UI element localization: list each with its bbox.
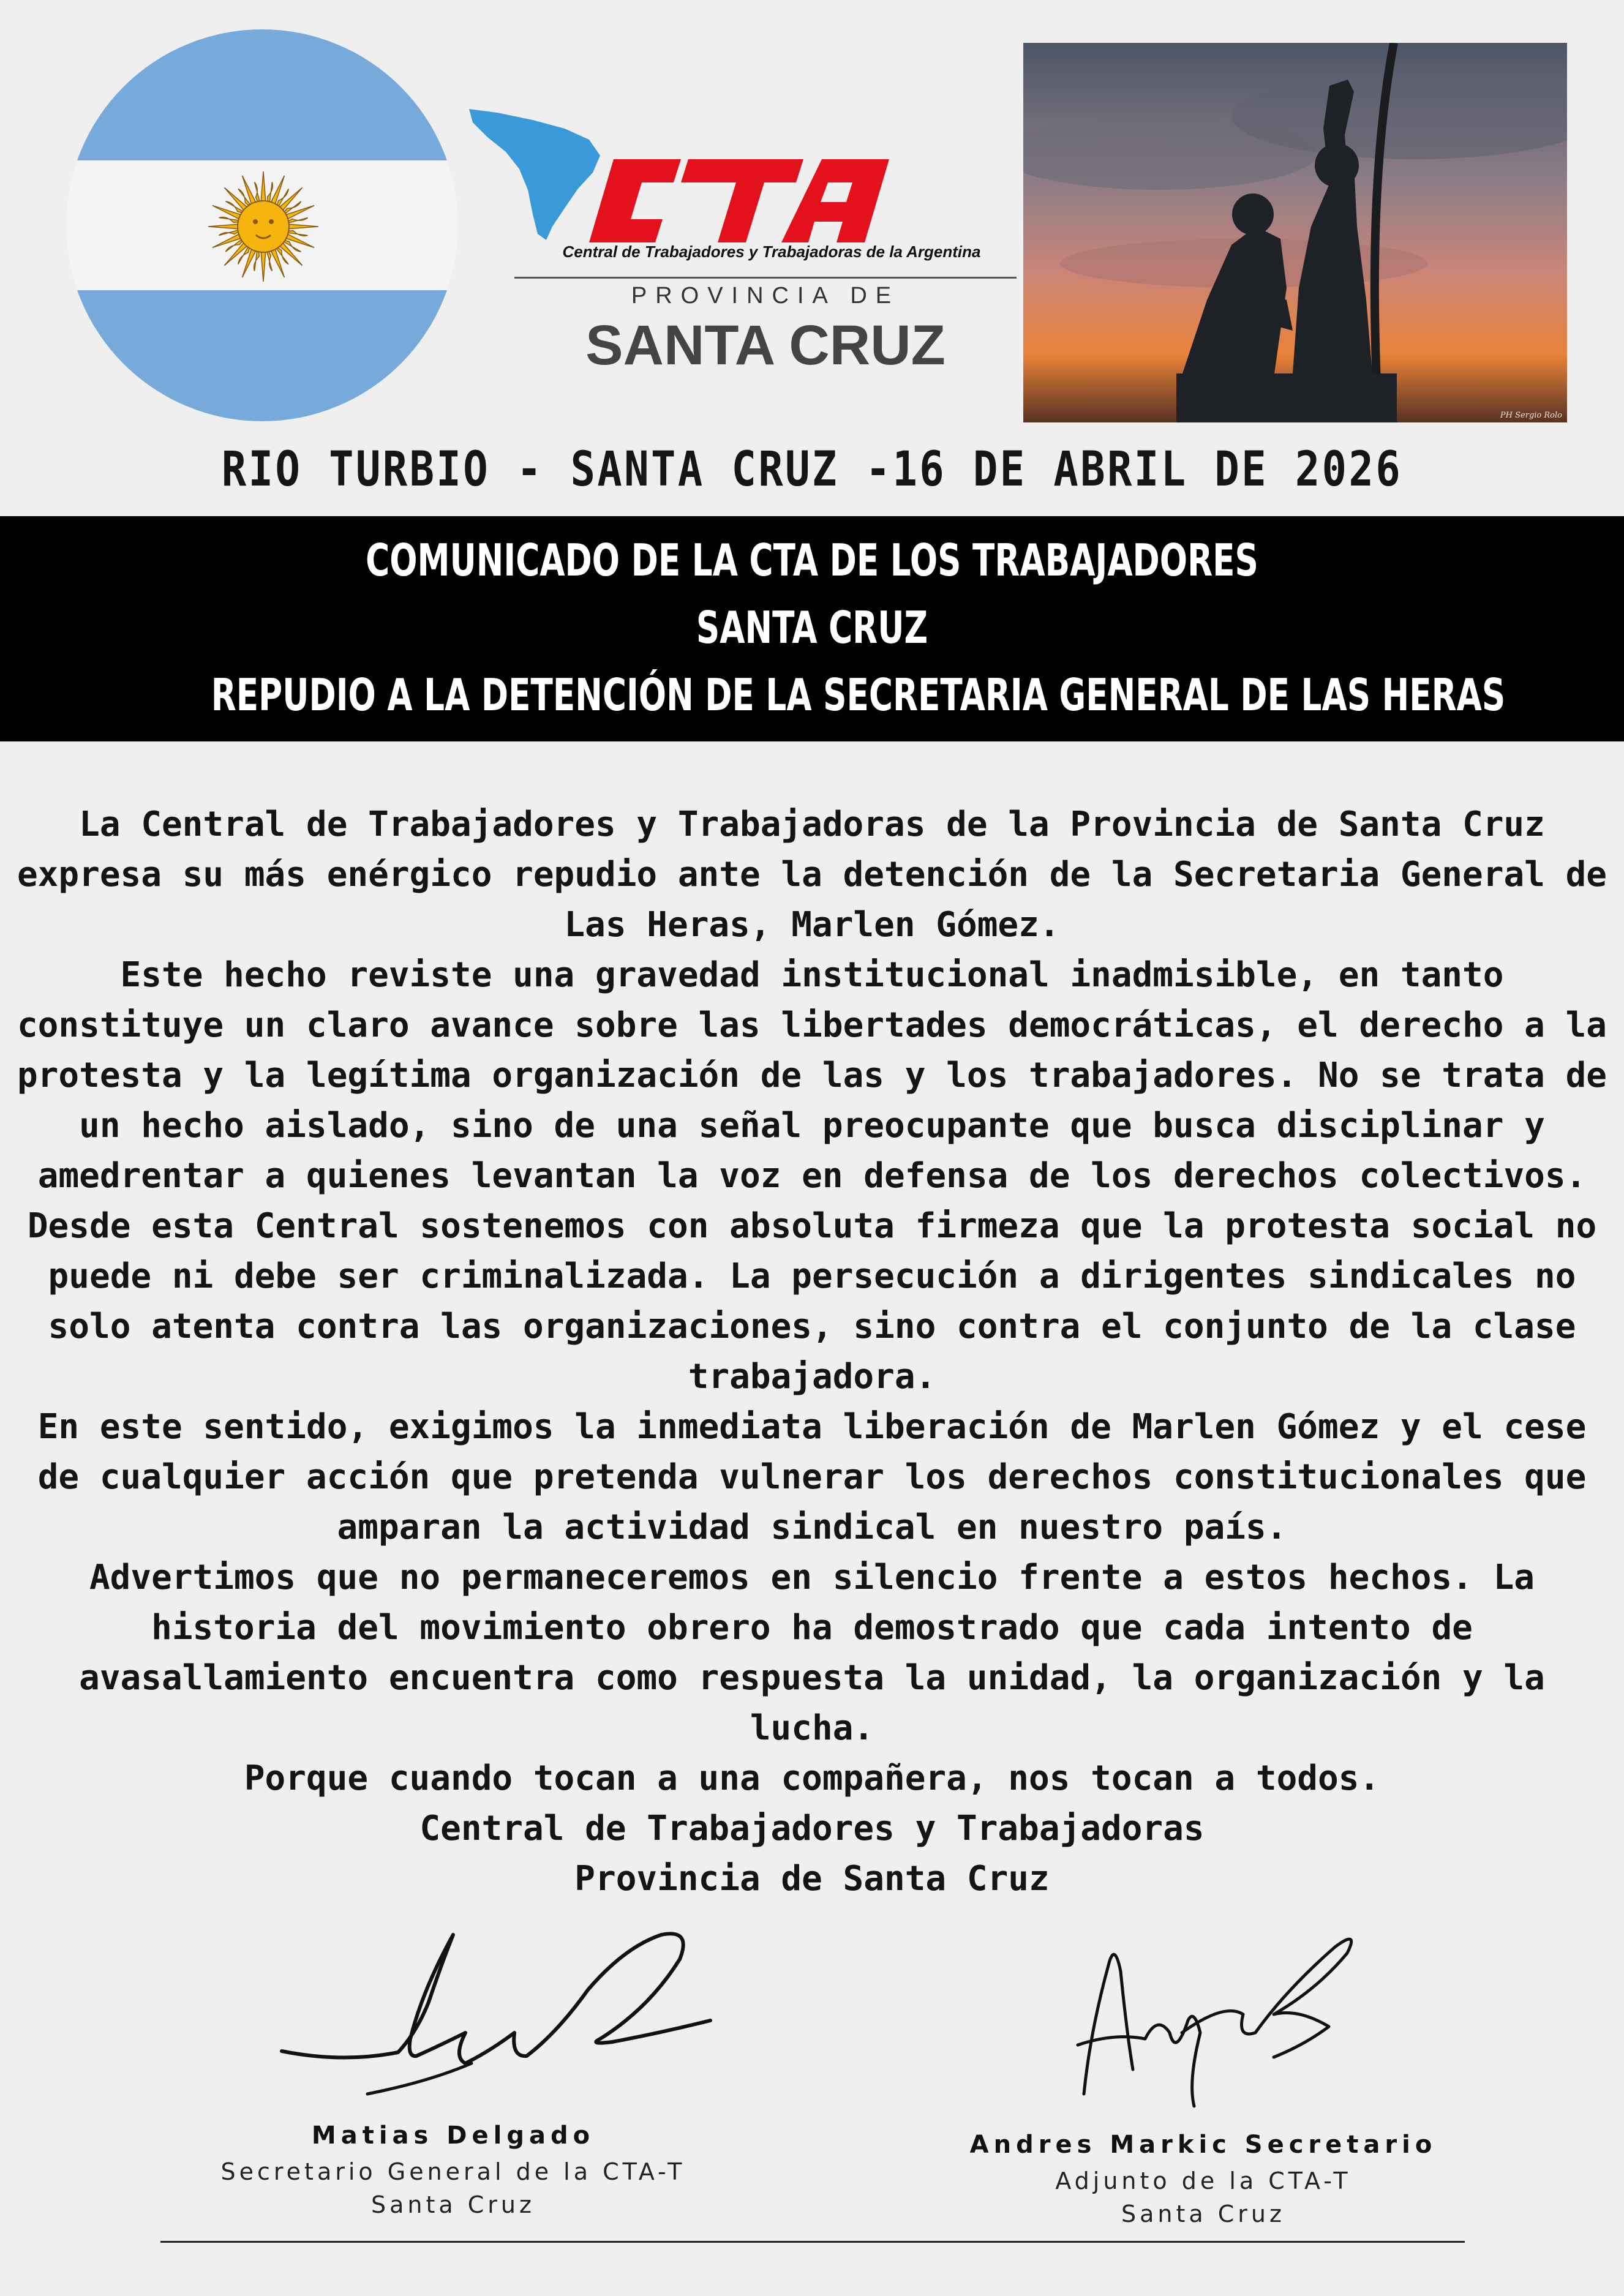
banner-title-line-1: COMUNICADO DE LA CTA DE LOS TRABAJADORES: [366, 535, 1258, 586]
logo-province-name: SANTA CRUZ: [585, 314, 945, 377]
signatory-1: [147, 2122, 759, 2218]
logo-tagline: Central de Trabajadores y Trabajadoras de la Argentina: [562, 242, 981, 261]
paragraph-1: La Central de Trabajadores y Trabajadoras de la Provincia de Santa Cruz expresa su más enérgico repudio ante la detención de la Secretaria General de Las Heras, Marlen Gómez.: [17, 805, 1607, 945]
miners-monument-photo: [1023, 43, 1567, 422]
sun-of-may-icon: [66, 29, 458, 421]
logo-divider: [514, 277, 1017, 279]
date-location-line: RIO TURBIO - SANTA CRUZ -16 DE ABRIL DE 2026: [221, 442, 1403, 497]
logo-province-prefix: PROVINCIA DE: [631, 283, 900, 309]
signatory-2-role: Adjunto de la CTA-T: [1055, 2167, 1351, 2194]
signatory-1-role: Secretario General de la CTA-T: [220, 2158, 686, 2185]
argentina-flag-icon: [66, 29, 458, 421]
bottom-divider: [160, 2241, 1465, 2243]
signatory-2: [891, 2131, 1516, 2227]
paragraph-6: Porque cuando tocan a una compañera, nos tocan a todos.: [244, 1758, 1380, 1798]
signature-andres-markic: [1041, 1910, 1366, 2118]
paragraph-5: Advertimos que no permaneceremos en silencio frente a estos hechos. La historia del movimiento obrero ha demostrado que cada intento de avasallamiento encuentra como respuesta la unidad, la organización y la lucha.: [79, 1558, 1545, 1748]
paragraph-3: Desde esta Central sostenemos con absoluta firmeza que la protesta social no puede ni debe ser criminalizada. La persecución a dirigentes sindicales no solo atenta contra las organizaciones, sino contra el conjunto de la clase trabajadora.: [27, 1206, 1597, 1397]
svg-text:PH Sergio Rolo: PH Sergio Rolo: [1500, 411, 1562, 420]
statement-body: [12, 800, 1612, 1904]
paragraph-4: En este sentido, exigimos la inmediata liberación de Marlen Gómez y el cese de cualquier acción que pretenda vulnerar los derechos constitucionales que amparan la actividad sindical en nuestro país.: [37, 1407, 1587, 1547]
closing-line-2: Provincia de Santa Cruz: [574, 1859, 1050, 1899]
signature-matias-delgado: [269, 1910, 723, 2112]
closing-line-1: Central de Trabajadores y Trabajadoras: [419, 1809, 1205, 1848]
cta-c-letter: [589, 159, 681, 242]
signatory-1-location: Santa Cruz: [371, 2191, 535, 2218]
banner-title-line-3: REPUDIO A LA DETENCIÓN DE LA SECRETARIA GENERAL DE LAS HERAS: [211, 669, 1506, 721]
banner-title-line-2: SANTA CRUZ: [696, 602, 928, 653]
signatory-2-name: Andres Markic Secretario: [969, 2131, 1437, 2159]
signatory-1-name: Matias Delgado: [311, 2122, 595, 2150]
paragraph-2: Este hecho reviste una gravedad institucional inadmisible, en tanto constituye un claro avance sobre las libertades democráticas, el derecho a la protesta y la legítima organización de las y los trabajadores. No se trata de un hecho aislado, sino de una señal preocupante que busca disciplinar y amedrentar a quienes levantan la voz en defensa de los derechos colectivos.: [17, 955, 1607, 1196]
cta-t-letter: [681, 159, 803, 242]
signatory-2-location: Santa Cruz: [1121, 2200, 1285, 2227]
title-banner: [0, 516, 1624, 741]
